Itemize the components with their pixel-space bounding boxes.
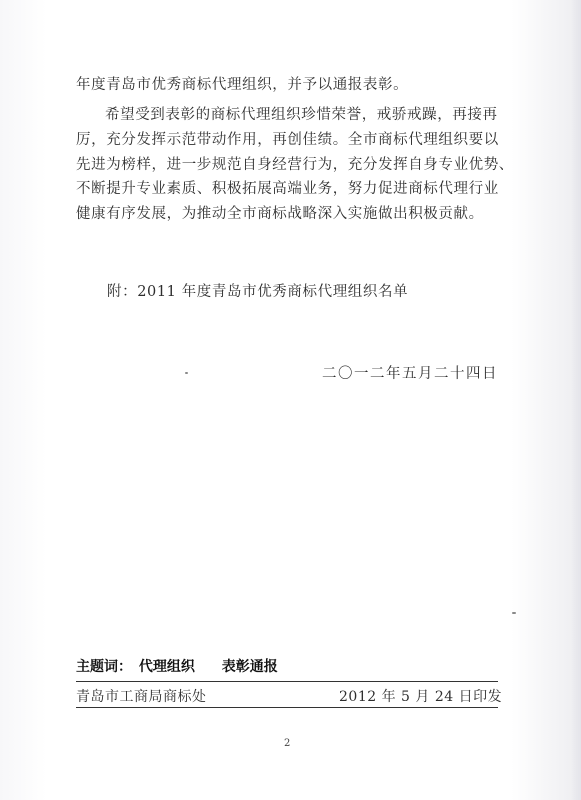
subject-keywords (76, 656, 496, 680)
body-paragraph-continuation (76, 73, 536, 98)
attachment-note: 附：2011 年度青岛市优秀商标代理组织名单 (107, 284, 409, 300)
keyword: 代理组织 (138, 659, 195, 675)
keyword: 表彰通报 (221, 659, 278, 675)
document-date: 二〇一二年五月二十四日 (322, 366, 498, 382)
body-line: 健康有序发展，为推动全市商标战略深入实施做出积极贡献。 (76, 206, 484, 223)
divider-bottom (76, 707, 498, 708)
scan-speck (512, 612, 516, 614)
scan-shadow (571, 0, 581, 800)
issue-date: 2012 年 5 月 24 日印发 (339, 689, 503, 705)
divider-top (76, 681, 498, 682)
body-line: 年度青岛市优秀商标代理组织，并予以通报表彰。 (76, 77, 409, 93)
body-line: 先进为榜样，进一步规范自身经营行为，充分发挥自身专业优势、 (76, 156, 514, 173)
keywords-label: 主题词： (76, 659, 132, 675)
body-line: 不断提升专业素质、积极拓展高端业务，努力促进商标代理行业 (76, 181, 499, 198)
body-paragraph-2 (76, 103, 536, 227)
scan-speck (185, 372, 188, 374)
page-number: 2 (284, 738, 291, 749)
body-line: 希望受到表彰的商标代理组织珍惜荣誉，戒骄戒躁，再接再 (105, 107, 498, 123)
body-line: 厉，充分发挥示范带动作用，再创佳绩。全市商标代理组织要以 (76, 131, 499, 148)
issuer-name: 青岛市工商局商标处 (76, 689, 207, 705)
